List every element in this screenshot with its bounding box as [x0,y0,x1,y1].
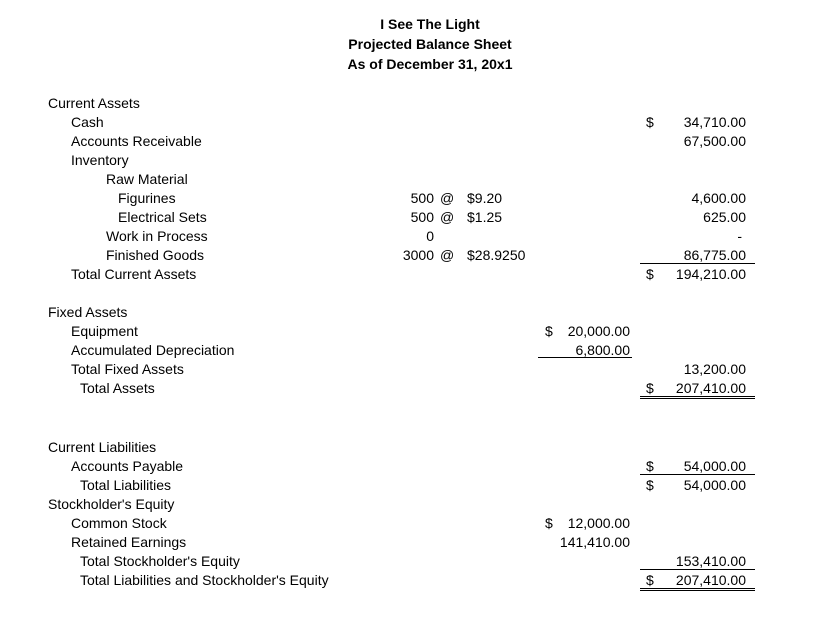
total-fixed-assets-label: Total Fixed Assets [71,361,184,377]
cash-dollar-sign: $ [646,114,654,130]
current-assets-heading: Current Assets [48,95,140,111]
current-liabilities-heading: Current Liabilities [48,439,157,455]
total-assets-double-underline-1 [640,396,755,397]
grand-total-double-underline-1 [640,588,755,589]
total-stockholders-equity-label: Total Stockholder's Equity [80,553,240,569]
electrical-sets-at: @ [440,209,455,225]
total-fixed-assets-amount: 13,200.00 [683,361,746,377]
accounts-payable-dollar-sign: $ [646,458,654,474]
total-liabilities-equity-label: Total Liabilities and Stockholder's Equity [80,572,329,588]
electrical-sets-price: $1.25 [467,209,503,225]
total-assets-label: Total Assets [80,380,155,396]
accumulated-depreciation-label: Accumulated Depreciation [71,342,235,358]
total-assets-amount: 207,410.00 [675,380,746,396]
fixed-assets-heading: Fixed Assets [48,304,128,320]
total-liabilities-amount: 54,000.00 [683,477,746,493]
total-liabilities-equity-dollar-sign: $ [646,572,654,588]
total-liabilities-label: Total Liabilities [80,477,172,493]
total-current-assets-label: Total Current Assets [71,266,197,282]
equipment-dollar-sign: $ [545,323,553,339]
accumulated-depreciation-amount: 6,800.00 [575,342,630,358]
work-in-process-label: Work in Process [106,228,208,244]
statement-date: As of December 31, 20x1 [347,56,513,72]
total-liabilities-equity-amount: 207,410.00 [675,572,746,588]
statement-title: Projected Balance Sheet [348,36,512,52]
total-assets-double-underline-2 [640,398,755,399]
total-current-assets-dollar-sign: $ [646,266,654,282]
work-in-process-amount: - [737,228,742,244]
common-stock-dollar-sign: $ [545,515,553,531]
electrical-sets-qty: 500 [410,209,434,225]
equipment-label: Equipment [71,323,138,339]
finished-goods-label: Finished Goods [106,247,205,263]
work-in-process-qty: 0 [426,228,434,244]
total-assets-dollar-sign: $ [646,380,654,396]
retained-earnings-amount: 141,410.00 [559,534,630,550]
figurines-price: $9.20 [467,190,503,206]
total-current-assets-amount: 194,210.00 [675,266,746,282]
total-liabilities-dollar-sign: $ [646,477,654,493]
equity-total-underline [640,569,755,570]
finished-goods-at: @ [440,247,455,263]
retained-earnings-label: Retained Earnings [71,534,187,550]
stockholders-equity-heading: Stockholder's Equity [48,496,175,512]
cash-amount: 34,710.00 [683,114,746,130]
finished-goods-qty: 3000 [402,247,434,263]
accounts-payable-label: Accounts Payable [71,458,184,474]
figurines-at: @ [440,190,455,206]
electrical-sets-amount: 625.00 [703,209,746,225]
figurines-qty: 500 [410,190,434,206]
finished-goods-amount: 86,775.00 [683,247,746,263]
raw-material-label: Raw Material [106,171,188,187]
grand-total-double-underline-2 [640,590,755,591]
depreciation-underline [538,357,632,358]
inventory-label: Inventory [71,152,129,168]
accounts-payable-amount: 54,000.00 [683,458,746,474]
common-stock-label: Common Stock [71,515,167,531]
equipment-amount: 20,000.00 [567,323,630,339]
company-name: I See The Light [380,16,480,32]
figurines-label: Figurines [118,190,176,206]
accounts-receivable-label: Accounts Receivable [71,133,202,149]
total-stockholders-equity-amount: 153,410.00 [675,553,746,569]
accounts-receivable-amount: 67,500.00 [683,133,746,149]
figurines-amount: 4,600.00 [691,190,746,206]
finished-goods-price: $28.9250 [467,247,526,263]
common-stock-amount: 12,000.00 [567,515,630,531]
cash-label: Cash [71,114,104,130]
finished-goods-underline [640,263,755,264]
electrical-sets-label: Electrical Sets [118,209,207,225]
accounts-payable-underline [640,474,755,475]
